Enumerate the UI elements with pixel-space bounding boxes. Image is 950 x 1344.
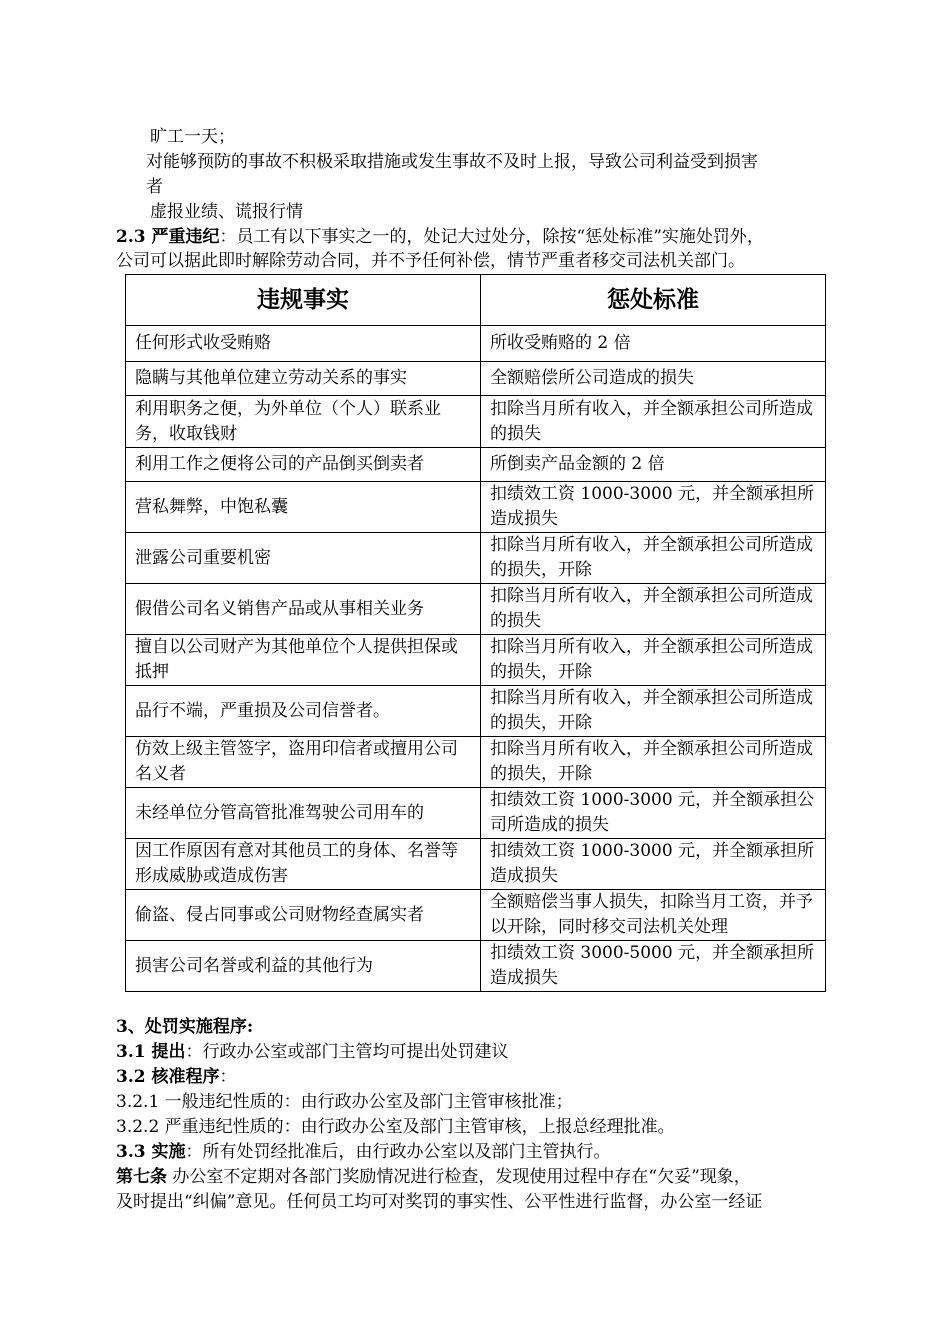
section-3-1-text: ：行政办公室或部门主管均可提出处罚建议	[185, 1042, 509, 1062]
violation-cell: 任何形式收受贿赂	[126, 326, 481, 362]
table-row	[126, 941, 826, 992]
violation-cell: 泄露公司重要机密	[126, 533, 481, 584]
penalty-cell: 全额赔偿所公司造成的损失	[481, 362, 826, 396]
penalty-cell: 扣除当月所有收入，并全额承担公司所造成的损失	[481, 584, 826, 635]
table-row	[126, 533, 826, 584]
violation-cell: 利用职务之便，为外单位（个人）联系业务，收取钱财	[126, 396, 481, 448]
penalty-cell: 所收受贿赂的 2 倍	[481, 326, 826, 362]
section-2-3-text: ：员工有以下事实之一的，处记大过处分，除按“惩处标准”实施处罚外，	[219, 227, 764, 247]
table-row	[126, 326, 826, 362]
table-row	[126, 448, 826, 482]
section-3-1	[116, 1040, 509, 1065]
section-3-3-text: ：所有处罚经批准后，由行政办公室以及部门主管执行。	[185, 1142, 611, 1162]
table-row	[126, 686, 826, 737]
table-header-row	[126, 275, 826, 326]
violation-cell: 因工作原因有意对其他员工的身体、名誉等形成威胁或造成伤害	[126, 839, 481, 890]
table-row	[126, 788, 826, 839]
section-3-3-label: 3.3 实施	[116, 1142, 186, 1162]
penalty-cell: 扣绩效工资 3000-5000 元，并全额承担所造成损失	[481, 941, 826, 992]
penalty-cell: 扣除当月所有收入，并全额承担公司所造成的损失，开除	[481, 635, 826, 686]
penalty-cell: 扣绩效工资 1000-3000 元，并全额承担所造成损失	[481, 482, 826, 533]
violation-cell: 损害公司名誉或利益的其他行为	[126, 941, 481, 992]
penalty-cell: 扣绩效工资 1000-3000 元，并全额承担公司所造成的损失	[481, 788, 826, 839]
violation-cell: 隐瞒与其他单位建立劳动关系的事实	[126, 362, 481, 396]
table-row	[126, 362, 826, 396]
section-2-3-line2: 公司可以据此即时解除劳动合同，并不予任何补偿，情节严重者移交司法机关部门。	[116, 251, 745, 271]
article-7-line1: 第七条 办公室不定期对各部门奖励情况进行检查，发现使用过程中存在“欠妥”现象，	[116, 1167, 751, 1187]
article-7-line2: 及时提出“纠偏”意见。任何员工均可对奖罚的事实性、公平性进行监督，办公室一经证	[116, 1192, 763, 1212]
table-row	[126, 396, 826, 448]
section-3-2-2: 3.2.2 严重违纪性质的：由行政办公室及部门主管审核，上报总经理批准。	[116, 1117, 675, 1137]
section-3-3	[116, 1140, 611, 1165]
penalty-cell: 扣除当月所有收入，并全额承担公司所造成的损失	[481, 396, 826, 448]
penalty-cell: 所倒卖产品金额的 2 倍	[481, 448, 826, 482]
penalty-cell: 扣除当月所有收入，并全额承担公司所造成的损失，开除	[481, 533, 826, 584]
section-3-1-label: 3.1 提出	[116, 1042, 186, 1062]
table-row	[126, 890, 826, 941]
penalty-cell: 全额赔偿当事人损失，扣除当月工资，并予以开除，同时移交司法机关处理	[481, 890, 826, 941]
section-2-3-line1	[116, 225, 764, 250]
penalty-table	[125, 274, 826, 992]
intro-line: 对能够预防的事故不积极采取措施或发生事故不及时上报，导致公司利益受到损害	[146, 152, 758, 172]
intro-line: 旷工一天；	[150, 127, 235, 147]
section-3-heading: 3、处罚实施程序:	[116, 1017, 254, 1037]
violation-cell: 未经单位分管高管批准驾驶公司用车的	[126, 788, 481, 839]
penalty-cell: 扣除当月所有收入，并全额承担公司所造成的损失，开除	[481, 737, 826, 788]
table-row	[126, 482, 826, 533]
section-3-2-1: 3.2.1 一般违纪性质的：由行政办公室及部门主管审核批准；	[116, 1092, 573, 1112]
section-2-3-label: 2.3 严重违纪	[116, 227, 220, 247]
violation-cell: 假借公司名义销售产品或从事相关业务	[126, 584, 481, 635]
penalty-cell: 扣绩效工资 1000-3000 元，并全额承担所造成损失	[481, 839, 826, 890]
header-violation: 违规事实	[126, 275, 481, 326]
violation-cell: 营私舞弊，中饱私囊	[126, 482, 481, 533]
intro-line: 者	[146, 177, 163, 197]
header-penalty: 惩处标准	[481, 275, 826, 326]
table-row	[126, 635, 826, 686]
table-row	[126, 737, 826, 788]
article-7-label: 第七条	[116, 1167, 167, 1187]
violation-cell: 擅自以公司财产为其他单位个人提供担保或抵押	[126, 635, 481, 686]
intro-line: 虚报业绩、谎报行情	[150, 202, 303, 222]
violation-cell: 偷盗、侵占同事或公司财物经查属实者	[126, 890, 481, 941]
table-row	[126, 584, 826, 635]
table-row	[126, 839, 826, 890]
violation-cell: 品行不端，严重损及公司信誉者。	[126, 686, 481, 737]
violation-cell: 仿效上级主管签字，盗用印信者或擅用公司名义者	[126, 737, 481, 788]
section-3-2-heading: 3.2 核准程序：	[116, 1067, 237, 1087]
penalty-cell: 扣除当月所有收入，并全额承担公司所造成的损失，开除	[481, 686, 826, 737]
violation-cell: 利用工作之便将公司的产品倒买倒卖者	[126, 448, 481, 482]
